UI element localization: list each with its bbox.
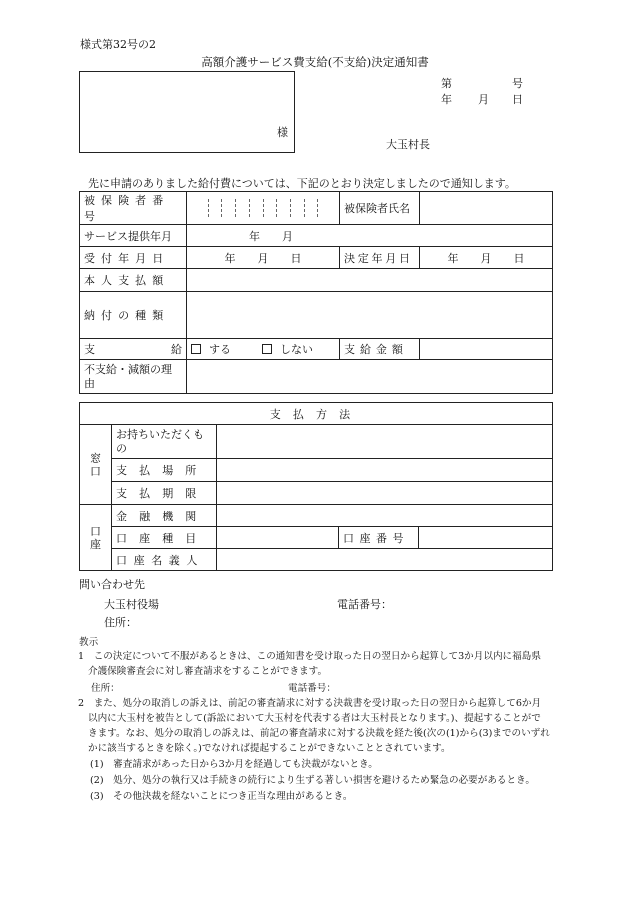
window-label: 窓口 [80,425,112,505]
insured-number-label: 被保険者番号 [80,192,187,225]
intro-text: 先に申請のありました給付費については、下記のとおり決定しましたので通知します。 [88,177,516,190]
main-table [79,191,553,394]
institution-label: 金融機関 [112,505,217,527]
account-holder-label: 口座名義人 [112,549,217,571]
items-to-bring-value [217,425,553,459]
doc-number-go: 号 [512,77,523,90]
honorific-sama: 様 [277,126,288,139]
date-year: 年 [441,93,452,106]
account-holder-value [217,549,553,571]
service-month-label: サービス提供年月 [80,225,187,247]
date-month: 月 [478,93,489,106]
checkbox-no[interactable] [262,344,272,354]
decision-date-value: 年 月 日 [420,247,553,269]
items-to-bring-label: お持ちいただくもの [112,425,217,459]
doc-number-dai: 第 [441,77,452,90]
pay-place-value [217,459,553,482]
account-type-label: 口座種目 [112,527,217,549]
payment-type-label: 納付の種類 [80,292,187,339]
document-title: 高額介護サービス費支給(不支給)決定通知書 [201,55,429,69]
reason-label: 不支給・減額の理由 [80,360,187,394]
amount-label: 支給金額 [340,339,420,360]
contact-address-label: 住所： [104,616,137,629]
notice-heading: 教示 [79,637,99,648]
payment-options [187,339,340,360]
institution-value [217,505,553,527]
notice-item1-phone: 電話番号： [288,683,336,694]
notice-item-1: 1 この決定について不服があるときは、この通知書を受け取った日の翌日から起算して3か月以内に福島県介護保険審査会に対し審査請求をすることができます。 [78,651,541,677]
payment-method-header: 支払方法 [80,403,553,425]
notice-sub-3: (3) その他決裁を経ないことにつき正当な理由があるとき。 [90,791,353,802]
contact-phone-label: 電話番号： [337,598,392,611]
pay-period-label: 支払期限 [112,482,217,505]
self-pay-label: 本人支払額 [80,269,187,292]
notice-sub-1: (1) 審査請求があった日から3か月を経過しても決裁がないとき。 [90,759,378,770]
notice-sub-2: (2) 処分、処分の執行又は手続きの続行により生ずる著しい損害を避けるため緊急の必要があるとき。 [90,775,535,786]
option-no: しない [280,343,313,356]
option-yes: する [209,343,231,356]
contact-office: 大玉村役場 [104,598,159,611]
account-label: 口座 [80,505,112,571]
notice-item-2: 2 また、処分の取消しの訴えは、前記の審査請求に対する決裁書を受け取った日の翌日から起算して6か月以内に大玉村を被告として(訴訟において大玉村を代表する者は大玉村長となります。)、提起することができます。なお、処分の取消しの訴えは、前記の審査請求に対する決裁を経た後(次の(1)から(3)までのいずれかに該当するときを除く。)でなければ提起することができないこととされています。 [78,698,550,754]
pay-place-label: 支払場所 [112,459,217,482]
issuer: 大玉村長 [386,138,430,151]
address-box [79,71,295,153]
contact-heading: 問い合わせ先 [79,578,145,591]
account-number-label: 口座番号 [339,527,419,549]
insured-name-value [420,192,553,225]
payment-type-value [187,292,553,339]
received-date-label: 受付年月日 [80,247,187,269]
account-type-value [217,527,339,549]
decision-date-label: 決定年月日 [340,247,420,269]
pay-period-value [217,482,553,505]
date-day: 日 [512,93,523,106]
payment-method-table [79,402,553,571]
reason-value [187,360,553,394]
form-number: 様式第32号の2 [80,38,156,51]
received-date-value: 年 月 日 [187,247,340,269]
amount-value [420,339,553,360]
self-pay-value [187,269,553,292]
payment-label [80,339,187,360]
service-month-value: 年 月 [187,225,553,247]
account-number-value [419,527,553,549]
insured-name-label: 被保険者氏名 [340,192,420,225]
payment-label-1: 支 [84,343,95,356]
checkbox-yes[interactable] [191,344,201,354]
insured-number-cells [187,192,340,225]
payment-label-2: 給 [171,343,182,356]
notice-item1-address: 住所： [91,683,120,694]
